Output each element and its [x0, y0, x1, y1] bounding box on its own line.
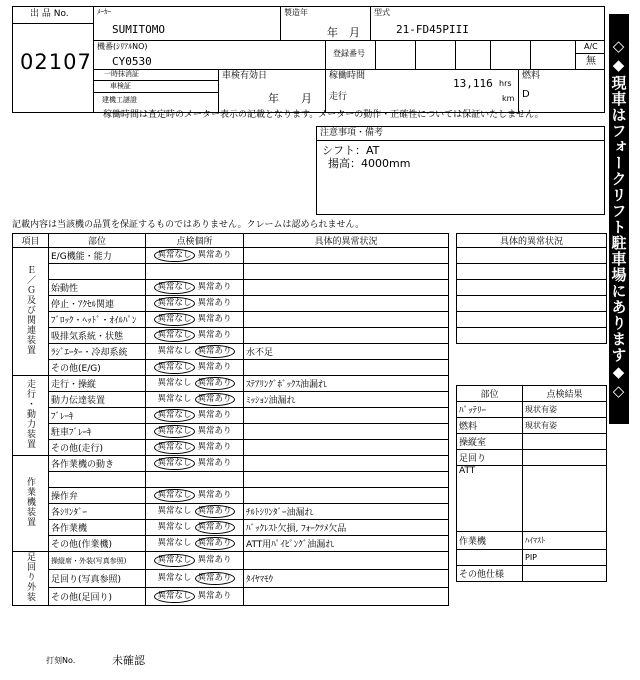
result-value	[523, 566, 607, 582]
check-cell	[146, 456, 244, 472]
notes-divider	[316, 140, 605, 141]
part-cell: 各作業機の動き	[49, 456, 146, 472]
issue-option: 異常あり	[197, 442, 232, 452]
issue-option: 異常あり	[197, 250, 232, 260]
result-part	[457, 550, 523, 566]
issue-option: 異常あり	[195, 345, 235, 358]
notes-label: 注意事項・備考	[320, 128, 384, 138]
part-cell: 足回り(写真参照)	[49, 570, 146, 588]
check-cell	[146, 392, 244, 408]
check-cell	[146, 536, 244, 552]
detail-cell	[244, 328, 449, 344]
issue-option: 異常あり	[197, 330, 232, 340]
check-cell	[146, 248, 244, 264]
result-row	[457, 550, 607, 566]
table-head-part: 部位	[49, 234, 146, 248]
vehicle-cert-label: 車検証	[110, 82, 131, 90]
header-vline	[218, 69, 219, 113]
part-cell: 吸排気系統・状態	[49, 328, 146, 344]
result-part: ﾊﾞｯﾃﾘｰ	[457, 402, 523, 418]
no-issue-option: 異常なし	[157, 538, 192, 548]
part-cell: その他(走行)	[49, 440, 146, 456]
detail-cell	[244, 424, 449, 440]
issue-option: 異常あり	[195, 572, 235, 585]
result-part-header: 部位	[457, 386, 523, 402]
detail-cell	[244, 588, 449, 606]
serial-value: CY0530	[112, 55, 152, 68]
detail-cell	[244, 456, 449, 472]
fuel-value: D	[522, 89, 530, 100]
detail-cell: ﾁﾙﾄｼﾘﾝﾀﾞｰ油漏れ	[244, 504, 449, 520]
check-cell	[146, 472, 244, 488]
header-hline	[575, 53, 605, 54]
table-row	[13, 408, 449, 424]
header-vline	[575, 40, 576, 69]
notes-line1: シフト：AT	[322, 144, 380, 157]
detail-cell: 水不足	[244, 344, 449, 360]
inspection-table	[12, 233, 449, 606]
detail-cell	[244, 280, 449, 296]
issue-option: 異常あり	[195, 377, 235, 390]
table-head-check: 点検個所	[146, 234, 244, 248]
result-part: 操縦室	[457, 434, 523, 450]
issue-option: 異常あり	[197, 314, 232, 324]
table-row	[13, 456, 449, 472]
lot-number: 02107	[20, 50, 92, 74]
part-cell: その他(足回り)	[49, 588, 146, 606]
stamp-value: 未確認	[112, 654, 145, 667]
hours-disclaimer: 稼働時間は査定時のメーター表示の記載となります。メーターの動作・正確性については保証いたしません。	[103, 110, 544, 120]
hours-value: 13,116	[453, 77, 493, 90]
part-cell: 操縦席・外装(写真参照)	[49, 552, 146, 570]
issue-option: 異常あり	[197, 410, 232, 420]
result-row	[457, 418, 607, 434]
table-row	[13, 392, 449, 408]
header-vline	[490, 40, 491, 69]
part-cell: その他(作業機)	[49, 536, 146, 552]
ac-label: A/C	[584, 42, 598, 51]
result-part: ATT	[457, 466, 523, 532]
result-value: PIP	[523, 550, 607, 566]
detail-cell: ﾊﾞｯｸﾚｽﾄ欠損, ﾌｫｰｸﾂﾒ欠品	[244, 520, 449, 536]
part-cell: 操作弁	[49, 488, 146, 504]
no-issue-option: 異常なし	[157, 506, 192, 516]
lot-label: 出 品 No.	[30, 9, 69, 19]
section-label	[13, 456, 49, 552]
table-row	[13, 440, 449, 456]
detail-cell	[244, 360, 449, 376]
check-cell	[146, 312, 244, 328]
maker-value: SUMITOMO	[112, 23, 165, 36]
result-part: 作業機	[457, 532, 523, 550]
header-vline	[280, 6, 281, 40]
detail-cell	[244, 552, 449, 570]
section-label-text: 作業機装置	[25, 477, 35, 527]
hours-unit: hrs	[499, 79, 512, 88]
table-row	[13, 504, 449, 520]
temp-cancel-label: 一時抹消証	[104, 70, 139, 78]
no-issue-option: 異常なし	[154, 590, 194, 603]
right-detail-table	[456, 233, 607, 344]
issue-option: 異常あり	[197, 362, 232, 372]
result-row	[457, 402, 607, 418]
ac-value: 無	[586, 56, 596, 67]
detail-cell	[244, 408, 449, 424]
result-value	[523, 466, 607, 532]
no-issue-option: 異常なし	[154, 554, 194, 567]
table-head-item: 項目	[13, 234, 49, 248]
section-label	[13, 376, 49, 456]
section-label-text: Ｅ／Ｇ及び関連装置	[25, 265, 35, 355]
no-issue-option: 異常なし	[154, 457, 194, 470]
table-head-detail: 具体的異常状況	[244, 234, 449, 248]
part-cell: ﾗｼﾞｴｰﾀｰ・冷却系統	[49, 344, 146, 360]
side-banner: ◇◆現車はフォークリフト駐車場にあります◆◇	[609, 14, 629, 424]
header-hline	[93, 69, 605, 70]
check-cell	[146, 376, 244, 392]
table-row	[13, 488, 449, 504]
result-row	[457, 532, 607, 550]
no-issue-option: 異常なし	[157, 378, 192, 388]
result-value	[523, 434, 607, 450]
part-cell: 始動性	[49, 280, 146, 296]
check-cell	[146, 344, 244, 360]
part-cell	[49, 264, 146, 280]
table-row	[13, 376, 449, 392]
detail-cell	[244, 296, 449, 312]
table-row	[13, 536, 449, 552]
year-label: 製造年	[284, 8, 308, 17]
detail-cell	[244, 488, 449, 504]
check-cell	[146, 570, 244, 588]
header-hline	[93, 80, 218, 81]
result-part: 燃料	[457, 418, 523, 434]
table-row	[13, 588, 449, 606]
no-issue-option: 異常なし	[154, 361, 194, 374]
table-row	[13, 328, 449, 344]
header-hline	[93, 92, 218, 93]
stamp-label: 打刻No.	[46, 656, 76, 665]
notes-line2: 揚高：4000mm	[328, 157, 411, 170]
check-cell	[146, 424, 244, 440]
year-unit: 年 月	[327, 26, 360, 39]
result-row	[457, 434, 607, 450]
inspect-unit: 年 月	[268, 92, 312, 105]
issue-option: 異常あり	[197, 591, 232, 601]
check-cell	[146, 520, 244, 536]
detail-cell	[244, 440, 449, 456]
header-vline	[455, 40, 456, 69]
table-row	[13, 360, 449, 376]
result-value: ﾊｲﾏｽﾄ	[523, 532, 607, 550]
table-row	[13, 280, 449, 296]
part-cell: ﾌﾞﾛｯｸ・ﾍｯﾄﾞ・ｵｲﾙﾊﾟﾝ	[49, 312, 146, 328]
no-issue-option: 異常なし	[157, 394, 192, 404]
check-cell	[146, 328, 244, 344]
fuel-label: 燃料	[522, 71, 541, 81]
part-cell: ﾌﾞﾚｰｷ	[49, 408, 146, 424]
issue-option: 異常あり	[195, 505, 235, 518]
section-label	[13, 552, 49, 606]
special-cert-label: 建機工謎證	[102, 96, 137, 104]
table-row	[13, 248, 449, 264]
check-cell	[146, 360, 244, 376]
no-issue-option: 異常なし	[154, 329, 194, 342]
table-row	[13, 424, 449, 440]
section-label-text: 足回り外装	[25, 552, 35, 602]
detail-cell	[244, 264, 449, 280]
table-row	[13, 344, 449, 360]
no-issue-option: 異常なし	[154, 297, 194, 310]
right-detail-header: 具体的異常状況	[457, 234, 607, 248]
model-label: 型式	[374, 8, 390, 17]
check-cell	[146, 588, 244, 606]
check-cell	[146, 440, 244, 456]
no-issue-option: 異常なし	[157, 573, 192, 583]
header-vline	[370, 6, 371, 40]
header-vline	[325, 69, 326, 113]
serial-label: 機番(ｼﾘｱﾙNO)	[97, 42, 148, 51]
check-cell	[146, 504, 244, 520]
result-row	[457, 566, 607, 582]
inspect-label: 車検有効日	[222, 71, 268, 81]
issue-option: 異常あり	[197, 282, 232, 292]
detail-cell: ｽﾃｱﾘﾝｸﾞﾎﾞｯｸｽ油漏れ	[244, 376, 449, 392]
check-cell	[146, 296, 244, 312]
table-row	[13, 296, 449, 312]
table-row	[13, 264, 449, 280]
table-row	[13, 472, 449, 488]
header-vline	[415, 40, 416, 69]
reg-label: 登録番号	[333, 49, 365, 58]
issue-option: 異常あり	[195, 521, 235, 534]
result-table	[456, 385, 607, 582]
no-issue-option: 異常なし	[154, 281, 194, 294]
detail-cell	[244, 312, 449, 328]
no-issue-option: 異常なし	[154, 313, 194, 326]
issue-option: 異常あり	[197, 298, 232, 308]
check-cell	[146, 552, 244, 570]
issue-option: 異常あり	[195, 393, 235, 406]
result-value: 現状有姿	[523, 418, 607, 434]
detail-cell	[244, 248, 449, 264]
section-label	[13, 248, 49, 376]
no-issue-option: 異常なし	[157, 346, 192, 356]
maker-label: ﾒｰｶｰ	[97, 8, 111, 16]
header-vline	[325, 40, 326, 69]
header-hline	[93, 40, 605, 41]
part-cell: 各作業機	[49, 520, 146, 536]
result-row	[457, 450, 607, 466]
no-issue-option: 異常なし	[157, 522, 192, 532]
header-vline	[518, 69, 519, 113]
issue-option: 異常あり	[197, 426, 232, 436]
table-row	[13, 570, 449, 588]
no-issue-option: 異常なし	[154, 409, 194, 422]
part-cell: 動力伝達装置	[49, 392, 146, 408]
detail-cell: ﾀｲﾔﾏﾓｳ	[244, 570, 449, 588]
model-value: 21-FD45PIII	[396, 23, 469, 36]
result-header: 点検結果	[523, 386, 607, 402]
hours-label: 稼働時間	[329, 71, 366, 81]
table-row	[13, 520, 449, 536]
part-cell	[49, 472, 146, 488]
part-cell: 駐車ﾌﾞﾚｰｷ	[49, 424, 146, 440]
issue-option: 異常あり	[197, 490, 232, 500]
run-label: 走行	[329, 92, 348, 102]
result-part: その他仕様	[457, 566, 523, 582]
no-issue-option: 異常なし	[154, 425, 194, 438]
section-label-text: 走行・動力装置	[25, 379, 35, 449]
issue-option: 異常あり	[197, 458, 232, 468]
detail-cell: ATT用ﾊﾟｲﾋﾟﾝｸﾞ油漏れ	[244, 536, 449, 552]
result-value	[523, 450, 607, 466]
issue-option: 異常あり	[195, 537, 235, 550]
km-unit: km	[502, 94, 515, 103]
part-cell: 各ｼﾘﾝﾀﾞｰ	[49, 504, 146, 520]
part-cell: 停止・ｱｸｾﾙ関連	[49, 296, 146, 312]
check-cell	[146, 488, 244, 504]
check-cell	[146, 280, 244, 296]
part-cell: その他(E/G)	[49, 360, 146, 376]
detail-cell	[244, 472, 449, 488]
quality-disclaimer: 記載内容は当該機の品質を保証するものではありません。クレームは認められません。	[12, 220, 365, 230]
table-row	[13, 552, 449, 570]
result-part: 足回り	[457, 450, 523, 466]
header-vline	[530, 40, 531, 69]
issue-option: 異常あり	[197, 555, 232, 565]
detail-cell: ﾐｯｼｮﾝ油漏れ	[244, 392, 449, 408]
part-cell: 走行・操縦	[49, 376, 146, 392]
no-issue-option: 異常なし	[154, 441, 194, 454]
no-issue-option: 異常なし	[154, 249, 194, 262]
table-row	[13, 312, 449, 328]
no-issue-option: 異常なし	[154, 489, 194, 502]
header-vline	[375, 40, 376, 69]
part-cell: E/G機能・能力	[49, 248, 146, 264]
result-row	[457, 466, 607, 532]
check-cell	[146, 264, 244, 280]
result-value: 現状有姿	[523, 402, 607, 418]
check-cell	[146, 408, 244, 424]
